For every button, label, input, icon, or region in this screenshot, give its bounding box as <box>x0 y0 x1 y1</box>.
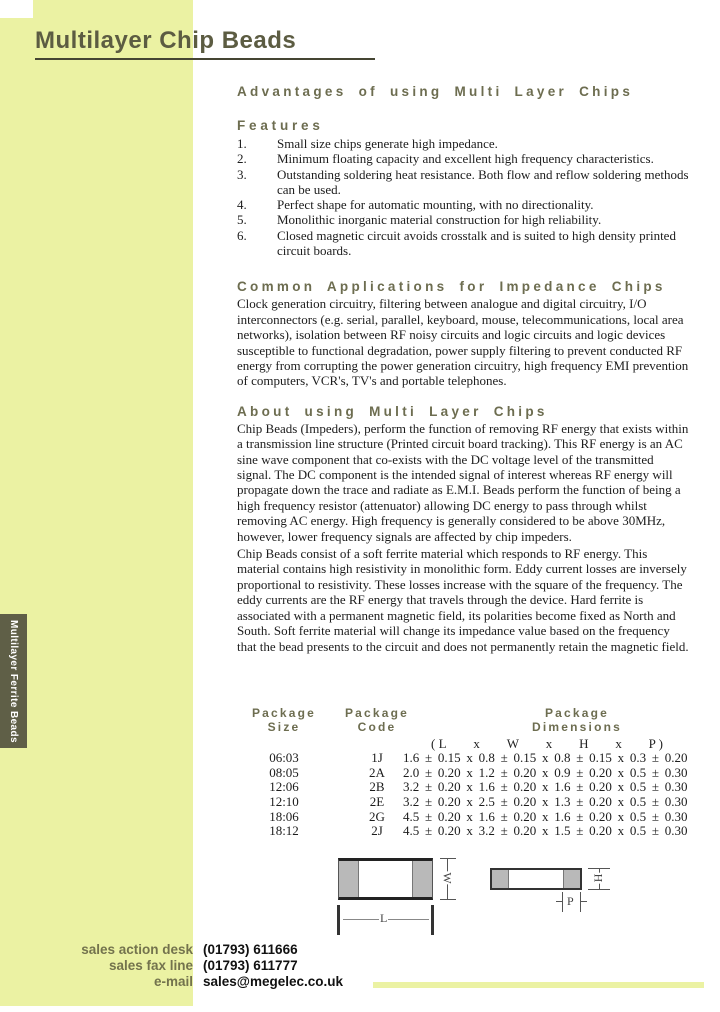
side-tab-multilayer-ferrite-beads: Multilayer Ferrite Beads <box>0 614 27 748</box>
footer-accent-bar <box>373 982 704 988</box>
main-content <box>237 84 689 654</box>
l-dim-end-bar-right <box>431 905 434 935</box>
left-accent-column <box>0 0 193 1006</box>
header-line: Package <box>344 706 410 720</box>
fax-phone-number: (01793) 611777 <box>203 958 298 973</box>
chip-termination-pad <box>412 861 432 897</box>
cell-size: 08:05 <box>269 764 299 780</box>
cell-dimensions: 3.2 ± 0.20 x 2.5 ± 0.20 x 1.3 ± 0.20 x 0.5 ± 0.30 <box>403 794 688 810</box>
cell-dimensions: 2.0 ± 0.20 x 1.2 ± 0.20 x 0.9 ± 0.20 x 0.5 ± 0.30 <box>403 764 688 780</box>
list-item <box>237 136 689 151</box>
table-row <box>237 765 689 780</box>
table-row <box>237 794 689 809</box>
subheader-token: x <box>615 736 622 751</box>
cell-dimensions: 1.6 ± 0.15 x 0.8 ± 0.15 x 0.8 ± 0.15 x 0.3 ± 0.20 <box>403 750 688 765</box>
item-number: 4. <box>237 197 247 213</box>
column-header-package-size <box>239 706 329 734</box>
item-text: Minimum floating capacity and excellent high frequency characteristics. <box>277 151 654 167</box>
cell-code: 2J <box>371 823 383 839</box>
chip-termination-pad <box>492 870 509 888</box>
item-number: 2. <box>237 151 247 167</box>
about-paragraph-2: Chip Beads consist of a soft ferrite material which responds to RF energy. This material contains high resistivity in monolithic form. Eddy current losses are inversely proportional to resistivity. These losses increase with the square of the frequency. The eddy currents are the RF energy that travels through the device. Hard ferrite is associated with a permanent magnetic field, its polarities become fixed as North and South. Soft ferrite material will change its impedance value based on the frequency that the bead presents to the circuit and does not permanently retain the magnetic field. <box>237 546 689 654</box>
p-dim-line-right <box>580 892 581 912</box>
chip-top-view-diagram <box>338 858 433 900</box>
table-row <box>237 823 689 838</box>
header-line: Package <box>544 706 610 720</box>
cell-code: 1J <box>371 750 383 765</box>
subheader-token: W <box>506 736 519 751</box>
cell-code: 2E <box>369 794 385 810</box>
p-dimension-label: P <box>567 894 574 908</box>
w-dimension-label: W <box>440 872 455 884</box>
cell-dimensions: 3.2 ± 0.20 x 1.6 ± 0.20 x 1.6 ± 0.20 x 0.5 ± 0.30 <box>403 779 688 795</box>
features-list <box>237 136 689 258</box>
h-dimension-label: H <box>591 873 606 883</box>
cell-dimensions: 4.5 ± 0.20 x 3.2 ± 0.20 x 1.5 ± 0.20 x 0.5 ± 0.30 <box>403 823 688 839</box>
list-item <box>237 151 689 166</box>
chip-termination-pad <box>563 870 580 888</box>
column-header-package-dimensions <box>477 706 677 734</box>
w-dim-tick-bottom <box>440 899 456 900</box>
item-text: Small size chips generate high impedance. <box>277 136 498 151</box>
about-paragraph-1: Chip Beads (Impeders), perform the function of removing RF energy that exists within a transmission line structure (Printed circuit board tracking). This RF energy is an AC sine wave component that co-exists with the DC voltage level of the transmitted signal. The DC component is the intended signal of interest whereas RF energy will propagate down the trace and radiate as E.M.I. Beads perform the function of being a high frequency resistor (attenuator) allowing DC energy to pass through whilst removing AC energy. High frequency is generally considered to be above 30MHz, however, lower frequency signals are affected by chip impeders. <box>237 420 689 544</box>
chip-side-view-diagram <box>490 868 582 890</box>
subheader-token: P ) <box>648 736 663 751</box>
table-row <box>237 779 689 794</box>
footer-row <box>0 942 470 958</box>
column-header-package-code <box>332 706 422 734</box>
list-item <box>237 228 689 259</box>
item-text: Monolithic inorganic material construction for high reliability. <box>277 212 602 228</box>
cell-size: 18:06 <box>269 808 299 824</box>
header-line: Dimensions <box>531 720 622 734</box>
cell-size: 12:10 <box>269 794 299 810</box>
list-item <box>237 212 689 227</box>
list-item <box>237 167 689 198</box>
header-line: Package <box>251 706 317 720</box>
item-text: Perfect shape for automatic mounting, with no directionality. <box>277 197 594 213</box>
page-title: Multilayer Chip Beads <box>35 27 375 60</box>
footer-row <box>0 958 470 974</box>
subheader-token: ( L <box>431 736 447 751</box>
heading-common-applications: Common Applications for Impedance Chips <box>237 279 666 295</box>
cell-size: 18:12 <box>269 823 299 839</box>
cell-size: 12:06 <box>269 779 299 795</box>
chip-termination-pad <box>339 861 359 897</box>
item-number: 5. <box>237 212 247 228</box>
cell-size: 06:03 <box>269 750 299 765</box>
header-line: Code <box>357 720 397 734</box>
cell-dimensions: 4.5 ± 0.20 x 1.6 ± 0.20 x 1.6 ± 0.20 x 0.5 ± 0.30 <box>403 808 688 824</box>
item-number: 1. <box>237 136 247 151</box>
top-left-white-notch <box>0 0 33 18</box>
footer-label: e-mail <box>153 974 193 989</box>
subheader-token: H <box>579 736 589 751</box>
footer-label: sales action desk <box>81 942 193 957</box>
l-dim-end-bar-left <box>337 905 340 935</box>
heading-features: Features <box>237 118 324 133</box>
list-item <box>237 197 689 212</box>
heading-about: About using Multi Layer Chips <box>237 403 548 419</box>
p-dim-tick-left <box>556 901 563 902</box>
item-text: Outstanding soldering heat resistance. Both flow and reflow soldering methods can be used. <box>277 166 689 197</box>
sales-phone-number: (01793) 611666 <box>203 942 298 957</box>
cell-code: 2A <box>369 764 385 780</box>
applications-paragraph: Clock generation circuitry, filtering between analogue and digital circuitry, I/O interconnectors (e.g. serial, parallel, keyboard, mouse, telecommunications, local area networks), isolation between RF noisy circuits and logic circuits and logic devices susceptible to functional degradation, power supply filtering to prevent conducted RF energy from corrupting the power generation circuitry, high frequency EMI prevention of computers, VCR's, TV's and portable telephones. <box>237 296 689 389</box>
cell-code: 2G <box>369 808 385 824</box>
w-dim-tick-top <box>440 858 456 859</box>
p-dim-line-left <box>562 892 563 912</box>
email-address: sales@megelec.co.uk <box>203 974 343 989</box>
p-dim-tick-right <box>580 901 587 902</box>
item-number: 3. <box>237 166 247 182</box>
table-row <box>237 809 689 824</box>
package-table-rows <box>237 750 689 838</box>
table-row <box>237 750 689 765</box>
footer-label: sales fax line <box>108 958 193 973</box>
cell-code: 2B <box>369 779 385 795</box>
subheader-token: x <box>545 736 553 751</box>
header-line: Size <box>267 720 301 734</box>
subheader-token: x <box>473 736 480 751</box>
item-text: Closed magnetic circuit avoids crosstalk and is suited to high density printed circuit boards. <box>277 227 676 259</box>
item-number: 6. <box>237 227 247 243</box>
l-dimension-label: L <box>380 911 388 925</box>
heading-advantages: Advantages of using Multi Layer Chips <box>237 84 634 99</box>
